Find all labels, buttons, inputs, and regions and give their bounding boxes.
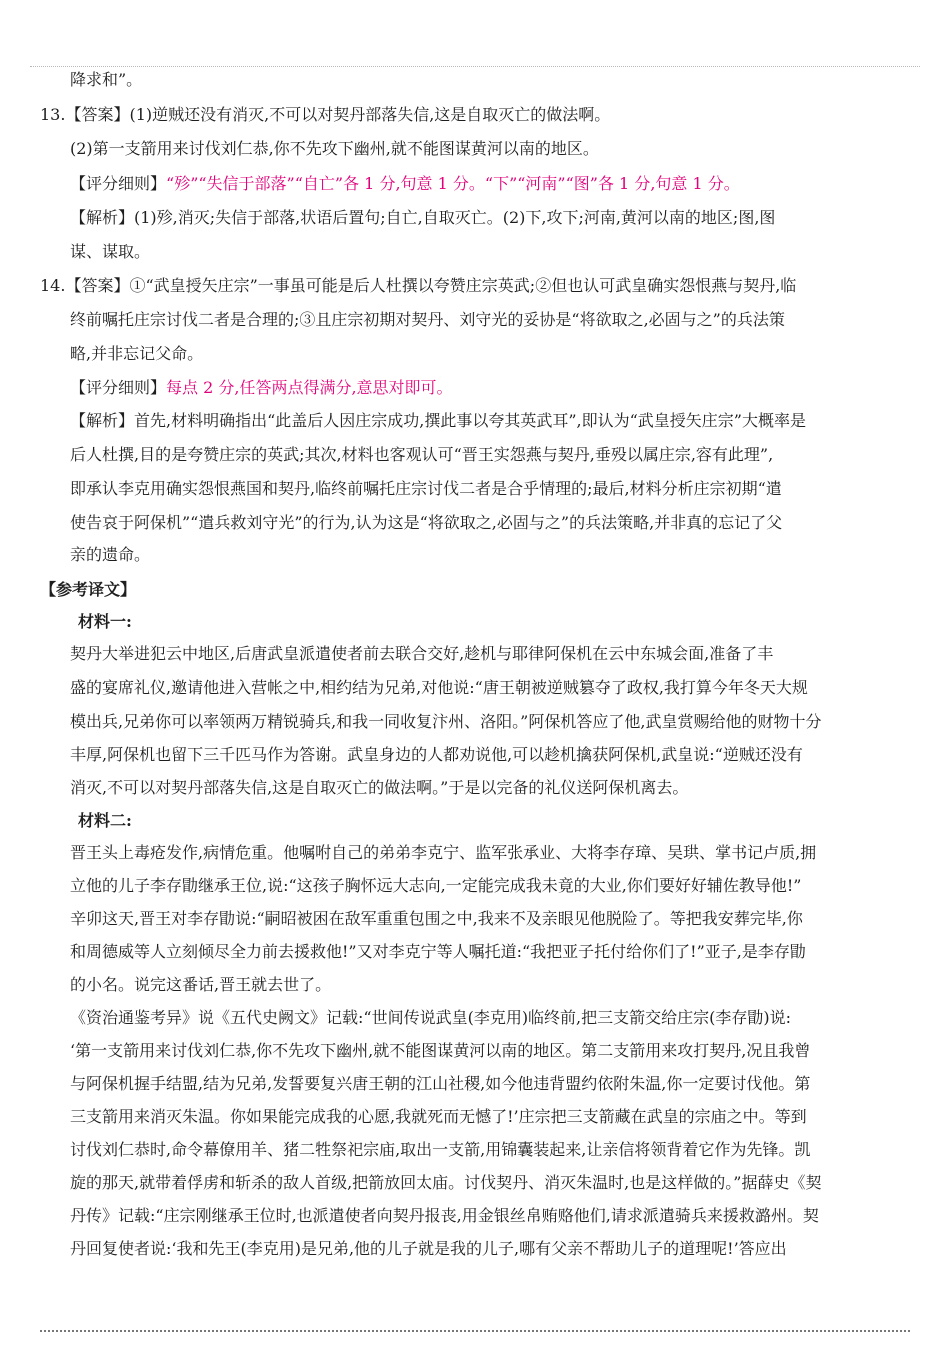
text-line: 三支箭用来消灭朱温。你如果能完成我的心愿,我就死而无憾了!’庄宗把三支箭藏在武皇的宗庙之中。等到 [70, 1107, 807, 1126]
text-line: 旋的那天,就带着俘虏和斩杀的敌人首级,把箭放回太庙。讨伐契丹、消灭朱温时,也是这样做的。”据薛史《契 [70, 1173, 822, 1192]
text-line: 丰厚,阿保机也留下三千匹马作为答谢。武皇身边的人都劝说他,可以趁机擒获阿保机,武皇说:“逆贼还没有 [70, 745, 803, 764]
text-line: 使告哀于阿保机”“遣兵救刘守光”的行为,认为这是“将欲取之,必固与之”的兵法策略,并非真的忘记了父 [70, 513, 783, 532]
text-line: 材料一: [78, 612, 132, 631]
text-line: 略,并非忘记父命。 [70, 344, 204, 363]
text-line: 契丹大举进犯云中地区,后唐武皇派遣使者前去联合交好,趁机与耶律阿保机在云中东城会面,准备了丰 [70, 644, 774, 663]
text-line: 丹传》记载:“庄宗刚继承王位时,也派遣使者向契丹报丧,用金银丝帛贿赂他们,请求派遣骑兵来援救潞州。契 [70, 1206, 819, 1225]
top-cutoff-line [30, 66, 920, 67]
text-line: 模出兵,兄弟你可以率领两万精锐骑兵,和我一同收复汴州、洛阳。”阿保机答应了他,武皇赏赐给他的财物十分 [70, 712, 822, 731]
text-line: 晋王头上毒疮发作,病情危重。他嘱咐自己的弟弟李克宁、监军张承业、大将李存璋、吴珙、掌书记卢质,拥 [70, 843, 817, 862]
text-line: 谋、谋取。 [70, 242, 151, 261]
text-line [70, 174, 740, 194]
text-line: (2)第一支箭用来讨伐刘仁恭,你不先攻下幽州,就不能图谋黄河以南的地区。 [70, 139, 599, 158]
text-line: 【解析】(1)殄,消灭;失信于部落,状语后置句;自亡,自取灭亡。(2)下,攻下;河南,黄河以南的地区;图,图 [70, 208, 776, 227]
text-line: 的小名。说完这番话,晋王就去世了。 [70, 975, 332, 994]
text-line: 消灭,不可以对契丹部落失信,这是自取灭亡的做法啊。”于是以完备的礼仪送阿保机离去。 [70, 778, 689, 797]
text-line: 降求和”。 [70, 70, 143, 89]
bottom-cutoff-text [40, 1330, 910, 1336]
text-line: 与阿保机握手结盟,结为兄弟,发誓要复兴唐王朝的江山社稷,如今他违背盟约依附朱温,你一定要讨伐他。第 [70, 1074, 811, 1093]
text-segment: 【评分细则】 [70, 174, 167, 193]
text-line: 亲的遗命。 [70, 545, 151, 564]
text-line: ‘第一支箭用来讨伐刘仁恭,你不先攻下幽州,就不能图谋黄河以南的地区。第二支箭用来攻打契丹,况且我曾 [70, 1041, 811, 1060]
text-line: 终前嘱托庄宗讨伐二者是合理的;③且庄宗初期对契丹、刘守光的妥协是“将欲取之,必固与之”的兵法策 [70, 310, 785, 329]
text-segment: “殄”“失信于部落”“自亡”各 1 分,句意 1 分。“下”“河南”“图”各 1 分,句意 1 分。 [166, 174, 740, 193]
text-line: 盛的宴席礼仪,邀请他进入营帐之中,相约结为兄弟,对他说:“唐王朝被逆贼篡夺了政权,我打算今年冬天大规 [70, 678, 808, 697]
text-line: 立他的儿子李存勖继承王位,说:“这孩子胸怀远大志向,一定能完成我未竟的大业,你们要好好辅佐教导他!” [70, 876, 802, 895]
text-line: 和周德威等人立刻倾尽全力前去援救他!”又对李克宁等人嘱托道:“我把亚子托付给你们了!”亚子,是李存勖 [70, 942, 806, 961]
text-line: 【解析】首先,材料明确指出“此盖后人因庄宗成功,撰此事以夸其英武耳”,即认为“武皇授矢庄宗”大概率是 [70, 411, 806, 430]
text-line: 后人杜撰,目的是夸赞庄宗的英武;其次,材料也客观认可“晋王实怨燕与契丹,垂殁以属庄宗,容有此理”, [70, 445, 774, 464]
text-line: 【参考译文】 [40, 580, 137, 599]
text-line: 材料二: [78, 811, 132, 830]
text-line: 《资治通鉴考异》说《五代史阙文》记载:“世间传说武皇(李克用)临终前,把三支箭交给庄宗(李存勖)说: [70, 1008, 792, 1027]
text-line: 丹回复使者说:‘我和先王(李克用)是兄弟,他的儿子就是我的儿子,哪有父亲不帮助儿子的道理呢!’答应出 [70, 1239, 787, 1258]
text-line: 14.【答案】①“武皇授矢庄宗”一事虽可能是后人杜撰以夸赞庄宗英武;②但也认可武皇确实怨恨燕与契丹,临 [40, 276, 797, 295]
text-line: 13.【答案】(1)逆贼还没有消灭,不可以对契丹部落失信,这是自取灭亡的做法啊。 [40, 105, 611, 124]
text-line: 讨伐刘仁恭时,命令幕僚用羊、猪二牲祭祀宗庙,取出一支箭,用锦囊装起来,让亲信将领背着它作为先锋。凯 [70, 1140, 811, 1159]
text-line: 辛卯这天,晋王对李存勖说:“嗣昭被困在敌军重重包围之中,我来不及亲眼见他脱险了。等把我安葬完毕,你 [70, 909, 803, 928]
text-line: 即承认李克用确实怨恨燕国和契丹,临终前嘱托庄宗讨伐二者是合乎情理的;最后,材料分析庄宗初期“遣 [70, 479, 782, 498]
text-line [70, 378, 453, 398]
text-segment: 每点 2 分,任答两点得满分,意思对即可。 [166, 378, 453, 397]
text-segment: 【评分细则】 [70, 378, 167, 397]
